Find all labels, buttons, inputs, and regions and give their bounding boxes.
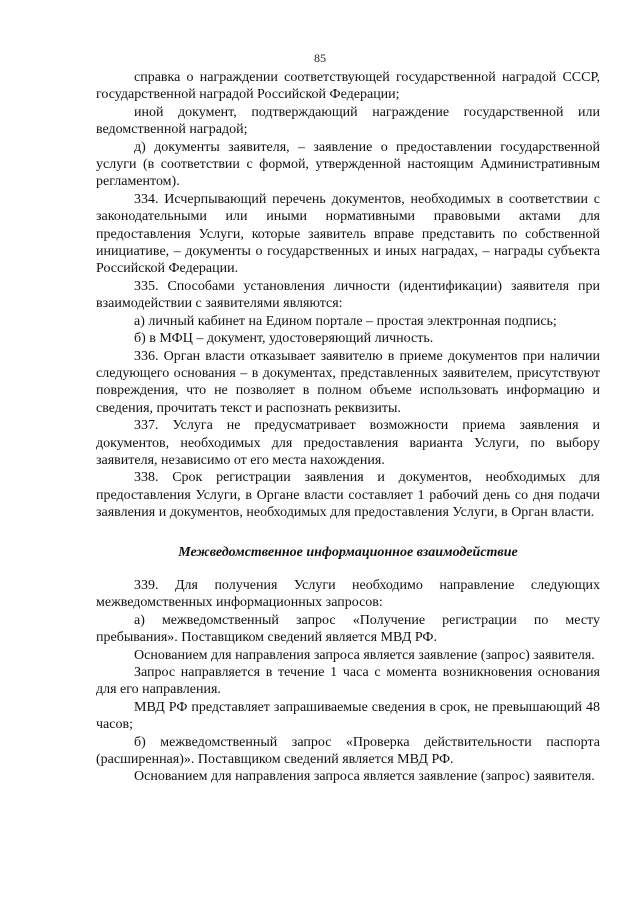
paragraph: а) личный кабинет на Едином портале – простая электронная подпись; xyxy=(134,313,557,329)
paragraph: б) межведомственный запрос «Проверка действительности паспорта (расширенная)». Поставщиком сведений является МВД РФ. xyxy=(96,734,600,768)
paragraph: 334. Исчерпывающий перечень документов, необходимых в соответствии с законодательными или иными нормативными правовыми актами для предоставления Услуги, которые заявитель вправе представить по собственной инициативе, – документы о государственных и иных наградах, – награды субъекта Российской Федерации. xyxy=(96,191,600,277)
document-body xyxy=(96,69,600,786)
paragraph: 338. Срок регистрации заявления и документов, необходимых для предоставления Услуги, в Органе власти составляет 1 рабочий день со дня подачи заявления и документов, необходимых для предоставления Услуги, в Орган власти. xyxy=(96,470,600,521)
paragraph: б) в МФЦ – документ, удостоверяющий личность. xyxy=(134,331,434,347)
paragraph: Основанием для направления запроса является заявление (запрос) заявителя. xyxy=(134,647,595,663)
paragraph: Основанием для направления запроса является заявление (запрос) заявителя. xyxy=(134,769,595,785)
section-heading: Межведомственное информационное взаимодействие xyxy=(178,544,518,560)
paragraph: 339. Для получения Услуги необходимо направление следующих межведомственных информационных запросов: xyxy=(96,577,600,611)
paragraph: а) межведомственный запрос «Получение регистрации по месту пребывания». Поставщиком сведений является МВД РФ. xyxy=(96,612,600,646)
paragraph: 337. Услуга не предусматривает возможности приема заявления и документов, необходимых для предоставления варианта Услуги, по выбору заявителя, независимо от его места нахождения. xyxy=(96,418,600,468)
paragraph: 335. Способами установления личности (идентификации) заявителя при взаимодействии с заявителями являются: xyxy=(96,278,600,312)
paragraph: 336. Орган власти отказывает заявителю в приеме документов при наличии следующего основания – в документах, представленных заявителем, присутствуют повреждения, что не позволяет в полном объеме использовать информацию и сведения, прочитать текст и распознать реквизиты. xyxy=(96,348,600,416)
paragraph: Запрос направляется в течение 1 часа с момента возникновения основания для его направления. xyxy=(96,665,600,698)
paragraph: д) документы заявителя, – заявление о предоставлении государственной услуги (в соответствии с формой, утвержденной настоящим Административным регламентом). xyxy=(96,139,600,190)
page-number: 85 xyxy=(314,51,326,65)
paragraph: МВД РФ представляет запрашиваемые сведения в срок, не превышающий 48 часов; xyxy=(96,699,600,733)
paragraph: иной документ, подтверждающий награждение государственной или ведомственной наградой; xyxy=(96,104,600,138)
paragraph: справка о награждении соответствующей государственной наградой СССР, государственной наградой Российской Федерации; xyxy=(96,70,600,103)
